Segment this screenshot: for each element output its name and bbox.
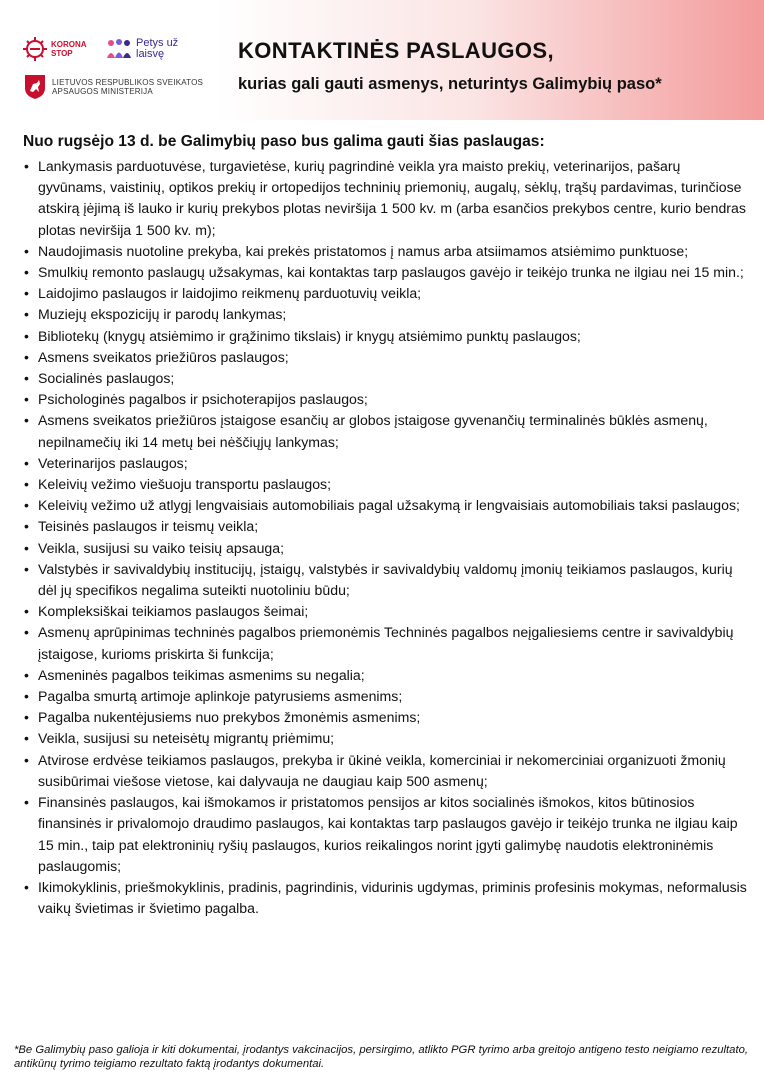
list-item: • Finansinės paslaugos, kai išmokamos ir pristatomos pensijos ar kitos socialinės išmokos, kitos būtinosios finansinės ir privalomojo draudimo paslaugos, kai kontaktas tarp paslaugos gavėjo ir teikėjo trunka ne ilgiau kaip 15 min., taip pat elektroninių ryšių paslaugos, kurios reikalingos norint įgyti galimybę naudotis elektroninėmis paslaugomis; [21,792,751,877]
list-item: • Pagalba smurtą artimoje aplinkoje patyrusiems asmenims; [21,686,751,707]
list-item: • Bibliotekų (knygų atsiėmimo ir grąžinimo tikslais) ir knygų atsiėmimo punktų paslaugos; [21,326,751,347]
list-item: • Asmeninės pagalbos teikimas asmenims su negalia; [21,665,751,686]
list-item: • Keleivių vežimo viešuoju transportu paslaugos; [21,474,751,495]
footnote: *Be Galimybių paso galioja ir kiti dokumentai, įrodantys vakcinacijos, persirgimo, atlikto PGR tyrimo arba greitojo antigeno testo neigiamo rezultato, antikūnų tyrimo teigiamo rezultato faktą įrodantys dokumentai. [14,1044,749,1070]
list-item: • Teisinės paslaugos ir teismų veikla; [21,516,751,537]
ministry-logo [24,74,222,100]
page-subtitle: kurias gali gauti asmenys, neturintys Galimybių paso* [238,75,662,93]
list-item: • Atvirose erdvėse teikiamos paslaugos, prekyba ir ūkinė veikla, komerciniai ir nekomerciniai organizuoti žmonių susibūrimai viešose vietose, kai dalyvauja ne daugiau kaip 500 asmenų; [21,750,751,792]
list-item: • Valstybės ir savivaldybių institucijų, įstaigų, valstybės ir savivaldybių valdomų įmonių teikiamos paslaugos, kurių dėl jų specifikos negalima suteikti nuotoliniu būdu; [21,559,751,601]
list-item: • Veikla, susijusi su vaiko teisių apsauga; [21,538,751,559]
list-item: • Pagalba nukentėjusiems nuo prekybos žmonėmis asmenims; [21,707,751,728]
list-item: • Lankymasis parduotuvėse, turgavietėse, kurių pagrindinė veikla yra maisto prekių, veterinarijos, pašarų gyvūnams, vaistinių, optikos prekių ir ortopedijos techninių priemonių, augalų, sėklų, trąšų pardavimas, turinčiose atskirą įėjimą iš lauko ir kurių prekybos plotas neviršija 1 500 kv. m (arba esančios prekybos centre, kurio bendras plotas neviršija 1 500 kv. m); [21,156,751,241]
list-item: • Asmenų aprūpinimas techninės pagalbos priemonėmis Techninės pagalbos neįgaliesiems centre ir savivaldybių įstaigose, kurioms priskirta ši funkcija; [21,622,751,664]
list-item: • Keleivių vežimo už atlygį lengvaisiais automobiliais pagal užsakymą ir lengvaisiais automobiliais taksi paslaugos; [21,495,751,516]
services-list [21,156,751,919]
list-item: • Muziejų ekspozicijų ir parodų lankymas; [21,304,751,325]
korona-stop-text: KORONA STOP [51,40,87,58]
list-item: • Veikla, susijusi su neteisėtų migrantų priėmimu; [21,728,751,749]
logos [22,34,222,114]
korona-stop-logo [22,36,91,62]
ministry-text: LIETUVOS RESPUBLIKOS SVEIKATOS APSAUGOS MINISTERIJA [52,78,204,96]
list-item: • Socialinės paslaugos; [21,368,751,389]
petys-uz-laisve-text: Petys už laisvę [136,37,179,60]
list-item: • Veterinarijos paslaugos; [21,453,751,474]
page-title: KONTAKTINĖS PASLAUGOS, [238,38,554,63]
list-item: • Asmens sveikatos priežiūros paslaugos; [21,347,751,368]
petys-uz-laisve-logo [106,38,196,60]
people-icon [106,38,132,60]
list-item: • Smulkių remonto paslaugų užsakymas, kai kontaktas tarp paslaugos gavėjo ir teikėjo trunka ne ilgiau nei 15 min.; [21,262,751,283]
list-item: • Naudojimasis nuotoline prekyba, kai prekės pristatomos į namus arba atsiimamos atsiėmimo punktuose; [21,241,751,262]
content [21,132,751,919]
header-banner [0,0,764,120]
intro-heading: Nuo rugsėjo 13 d. be Galimybių paso bus galima gauti šias paslaugas: [23,133,545,150]
virus-icon [22,36,48,62]
list-item: • Asmens sveikatos priežiūros įstaigose esančių ar globos įstaigose gyvenančių terminalinės būklės asmenų, nepilnamečių iki 14 metų bei nėščiųjų lankymas; [21,410,751,452]
title-block [238,38,758,94]
list-item: • Psichologinės pagalbos ir psichoterapijos paslaugos; [21,389,751,410]
list-item: • Laidojimo paslaugos ir laidojimo reikmenų parduotuvių veikla; [21,283,751,304]
list-item: • Ikimokyklinis, priešmokyklinis, pradinis, pagrindinis, vidurinis ugdymas, priminis profesinis mokymas, neformalusis vaikų švietimas ir švietimo pagalba. [21,877,751,919]
list-item: • Kompleksiškai teikiamos paslaugos šeimai; [21,601,751,622]
coat-of-arms-icon [24,74,46,100]
